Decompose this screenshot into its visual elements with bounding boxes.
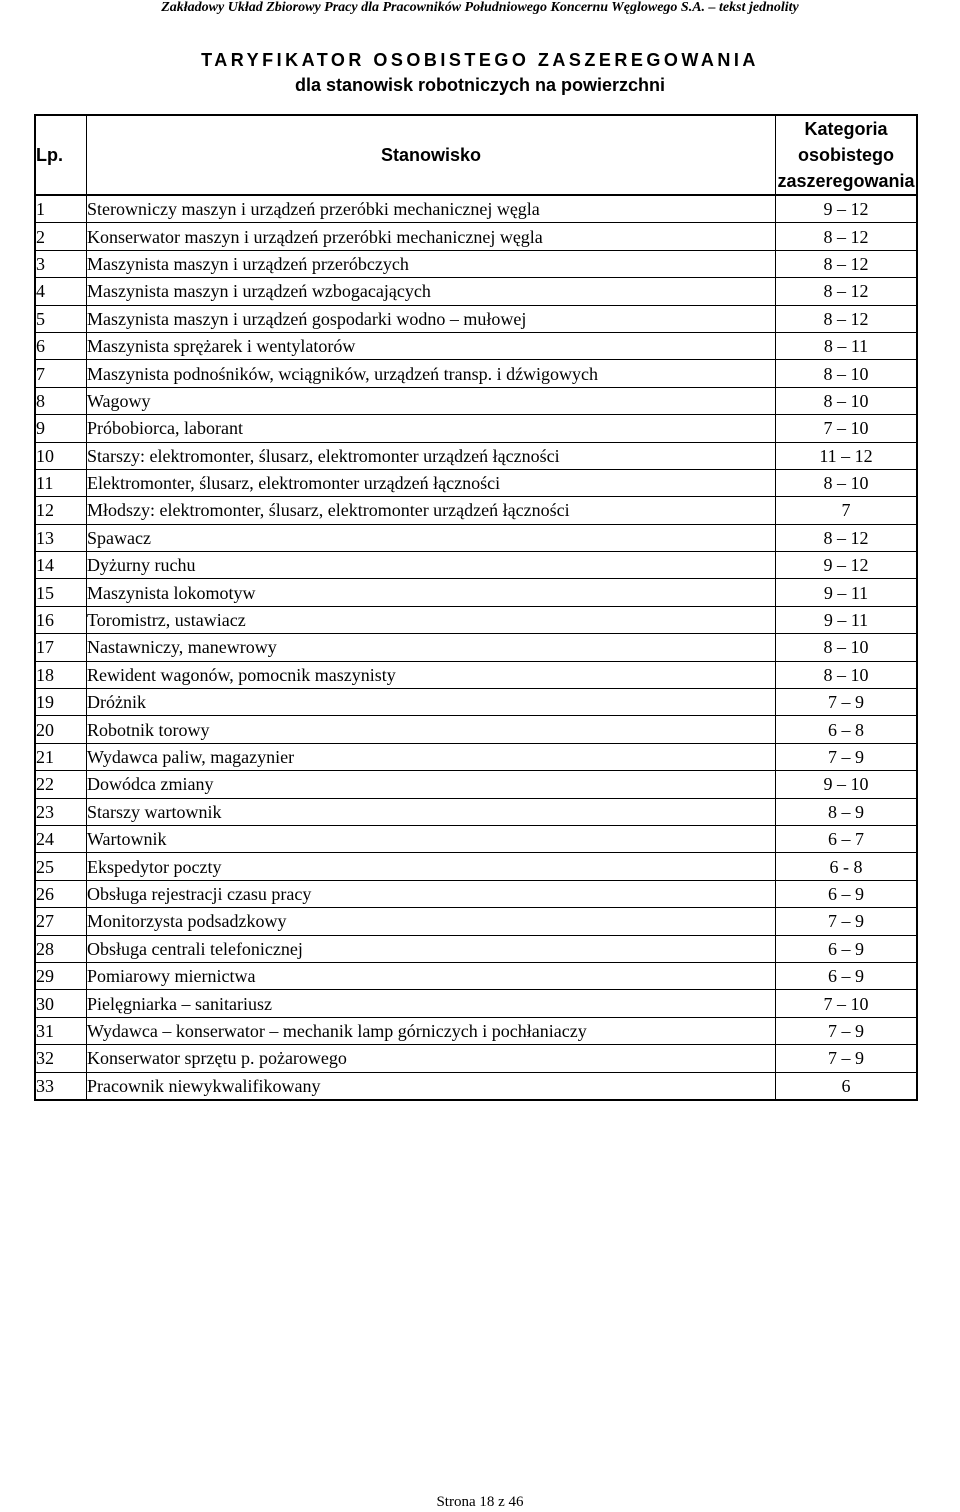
- cell-category: 8 – 12: [776, 223, 918, 250]
- cell-lp: 14: [35, 552, 87, 579]
- cell-lp: 11: [35, 469, 87, 496]
- table-row: [35, 771, 917, 798]
- cell-category: 6 – 9: [776, 962, 918, 989]
- cell-category: 8 – 10: [776, 469, 918, 496]
- cell-lp: 17: [35, 634, 87, 661]
- cell-position: Monitorzysta podsadzkowy: [87, 908, 776, 935]
- table-row: [35, 716, 917, 743]
- document-header: Zakładowy Układ Zbiorowy Pracy dla Pracowników Południowego Koncernu Węglowego S.A. – tekst jednolity: [161, 0, 799, 15]
- cell-lp: 23: [35, 798, 87, 825]
- cell-position: Maszynista sprężarek i wentylatorów: [87, 332, 776, 359]
- cell-lp: 26: [35, 880, 87, 907]
- table-row: [35, 634, 917, 661]
- table-row: [35, 606, 917, 633]
- cell-position: Wydawca – konserwator – mechanik lamp górniczych i pochłaniaczy: [87, 1017, 776, 1044]
- cell-lp: 33: [35, 1072, 87, 1100]
- cell-category: 7 – 9: [776, 1017, 918, 1044]
- cell-position: Maszynista podnośników, wciągników, urządzeń transp. i dźwigowych: [87, 360, 776, 387]
- cell-lp: 25: [35, 853, 87, 880]
- table-row: [35, 223, 917, 250]
- cell-lp: 6: [35, 332, 87, 359]
- document-title: TARYFIKATOR OSOBISTEGO ZASZEREGOWANIA: [201, 50, 759, 70]
- cell-lp: 27: [35, 908, 87, 935]
- cell-position: Dróżnik: [87, 689, 776, 716]
- cell-category: 8 – 11: [776, 332, 918, 359]
- cell-lp: 32: [35, 1045, 87, 1072]
- cell-lp: 10: [35, 442, 87, 469]
- table-row: [35, 360, 917, 387]
- cell-position: Maszynista maszyn i urządzeń gospodarki wodno – mułowej: [87, 305, 776, 332]
- table-row: [35, 990, 917, 1017]
- cell-category: 9 – 12: [776, 552, 918, 579]
- cell-lp: 24: [35, 825, 87, 852]
- cell-position: Konserwator maszyn i urządzeń przeróbki mechanicznej węgla: [87, 223, 776, 250]
- table-row: [35, 935, 917, 962]
- table-row: [35, 524, 917, 551]
- cell-category: 8 – 10: [776, 360, 918, 387]
- cell-category: 7 – 9: [776, 1045, 918, 1072]
- cell-category: 7 – 9: [776, 908, 918, 935]
- cell-category: 11 – 12: [776, 442, 918, 469]
- cell-lp: 16: [35, 606, 87, 633]
- cell-position: Nastawniczy, manewrowy: [87, 634, 776, 661]
- cell-lp: 8: [35, 387, 87, 414]
- table-row: [35, 387, 917, 414]
- cell-position: Maszynista lokomotyw: [87, 579, 776, 606]
- cell-category: 8 – 9: [776, 798, 918, 825]
- table-row: [35, 880, 917, 907]
- cell-lp: 29: [35, 962, 87, 989]
- cell-category: 8 – 12: [776, 250, 918, 277]
- cell-position: Wydawca paliw, magazynier: [87, 743, 776, 770]
- cell-category: 9 – 11: [776, 606, 918, 633]
- cell-position: Starszy wartownik: [87, 798, 776, 825]
- table-row: [35, 552, 917, 579]
- column-header-category-line3: zaszeregowania: [777, 171, 915, 191]
- cell-lp: 19: [35, 689, 87, 716]
- cell-position: Wagowy: [87, 387, 776, 414]
- cell-category: 8 – 12: [776, 524, 918, 551]
- cell-position: Sterowniczy maszyn i urządzeń przeróbki mechanicznej węgla: [87, 195, 776, 223]
- table-row: [35, 661, 917, 688]
- cell-position: Maszynista maszyn i urządzeń przeróbczych: [87, 250, 776, 277]
- cell-category: 8 – 10: [776, 661, 918, 688]
- cell-category: 6 – 7: [776, 825, 918, 852]
- title-block: [0, 48, 960, 98]
- cell-position: Maszynista maszyn i urządzeń wzbogacających: [87, 278, 776, 305]
- table-row: [35, 908, 917, 935]
- column-header-category-line2: osobistego: [797, 145, 894, 165]
- cell-position: Dyżurny ruchu: [87, 552, 776, 579]
- table-header-row: [35, 115, 917, 195]
- cell-position: Pomiarowy miernictwa: [87, 962, 776, 989]
- column-header-position: Stanowisko: [87, 115, 776, 195]
- table-row: [35, 962, 917, 989]
- cell-lp: 31: [35, 1017, 87, 1044]
- cell-position: Rewident wagonów, pomocnik maszynisty: [87, 661, 776, 688]
- cell-position: Ekspedytor poczty: [87, 853, 776, 880]
- table-row: [35, 579, 917, 606]
- table-row: [35, 415, 917, 442]
- cell-position: Starszy: elektromonter, ślusarz, elektromonter urządzeń łączności: [87, 442, 776, 469]
- cell-category: 7 – 10: [776, 415, 918, 442]
- cell-position: Wartownik: [87, 825, 776, 852]
- cell-lp: 9: [35, 415, 87, 442]
- cell-position: Robotnik torowy: [87, 716, 776, 743]
- cell-lp: 30: [35, 990, 87, 1017]
- cell-lp: 22: [35, 771, 87, 798]
- cell-lp: 2: [35, 223, 87, 250]
- cell-category: 9 – 12: [776, 195, 918, 223]
- document-subtitle: dla stanowisk robotniczych na powierzchni: [294, 75, 666, 95]
- cell-category: 6 – 9: [776, 880, 918, 907]
- table-row: [35, 195, 917, 223]
- cell-lp: 5: [35, 305, 87, 332]
- cell-position: Pielęgniarka – sanitariusz: [87, 990, 776, 1017]
- cell-lp: 21: [35, 743, 87, 770]
- cell-category: 7 – 9: [776, 743, 918, 770]
- table-row: [35, 332, 917, 359]
- table-row: [35, 1017, 917, 1044]
- cell-position: Obsługa rejestracji czasu pracy: [87, 880, 776, 907]
- cell-category: 6 – 9: [776, 935, 918, 962]
- cell-category: 6 – 8: [776, 716, 918, 743]
- cell-position: Elektromonter, ślusarz, elektromonter urządzeń łączności: [87, 469, 776, 496]
- cell-category: 6: [776, 1072, 918, 1100]
- cell-lp: 13: [35, 524, 87, 551]
- cell-position: Spawacz: [87, 524, 776, 551]
- cell-lp: 3: [35, 250, 87, 277]
- table-row: [35, 825, 917, 852]
- table-row: [35, 305, 917, 332]
- cell-lp: 12: [35, 497, 87, 524]
- column-header-lp: Lp.: [35, 115, 87, 195]
- cell-lp: 15: [35, 579, 87, 606]
- column-header-category-line1: Kategoria: [804, 119, 888, 139]
- cell-lp: 20: [35, 716, 87, 743]
- cell-category: 9 – 11: [776, 579, 918, 606]
- cell-category: 6 - 8: [776, 853, 918, 880]
- cell-category: 8 – 10: [776, 387, 918, 414]
- table-row: [35, 278, 917, 305]
- table-row: [35, 250, 917, 277]
- cell-position: Obsługa centrali telefonicznej: [87, 935, 776, 962]
- cell-category: 7: [776, 497, 918, 524]
- cell-position: Młodszy: elektromonter, ślusarz, elektromonter urządzeń łączności: [87, 497, 776, 524]
- table-row: [35, 853, 917, 880]
- table-row: [35, 798, 917, 825]
- cell-lp: 18: [35, 661, 87, 688]
- table-row: [35, 1045, 917, 1072]
- cell-lp: 7: [35, 360, 87, 387]
- cell-position: Próbobiorca, laborant: [87, 415, 776, 442]
- cell-lp: 1: [35, 195, 87, 223]
- cell-position: Dowódca zmiany: [87, 771, 776, 798]
- cell-category: 7 – 10: [776, 990, 918, 1017]
- cell-position: Konserwator sprzętu p. pożarowego: [87, 1045, 776, 1072]
- table-row: [35, 689, 917, 716]
- column-header-category: [776, 115, 918, 195]
- table-row: [35, 1072, 917, 1100]
- table-row: [35, 442, 917, 469]
- cell-category: 8 – 12: [776, 305, 918, 332]
- table-row: [35, 743, 917, 770]
- page-number: Strona 18 z 46: [436, 1494, 524, 1510]
- cell-lp: 28: [35, 935, 87, 962]
- table-body: [35, 195, 917, 1100]
- cell-category: 8 – 12: [776, 278, 918, 305]
- cell-category: 9 – 10: [776, 771, 918, 798]
- table-row: [35, 497, 917, 524]
- cell-position: Pracownik niewykwalifikowany: [87, 1072, 776, 1100]
- cell-category: 8 – 10: [776, 634, 918, 661]
- cell-category: 7 – 9: [776, 689, 918, 716]
- tariff-table: [34, 114, 918, 1101]
- table-row: [35, 469, 917, 496]
- cell-position: Toromistrz, ustawiacz: [87, 606, 776, 633]
- cell-lp: 4: [35, 278, 87, 305]
